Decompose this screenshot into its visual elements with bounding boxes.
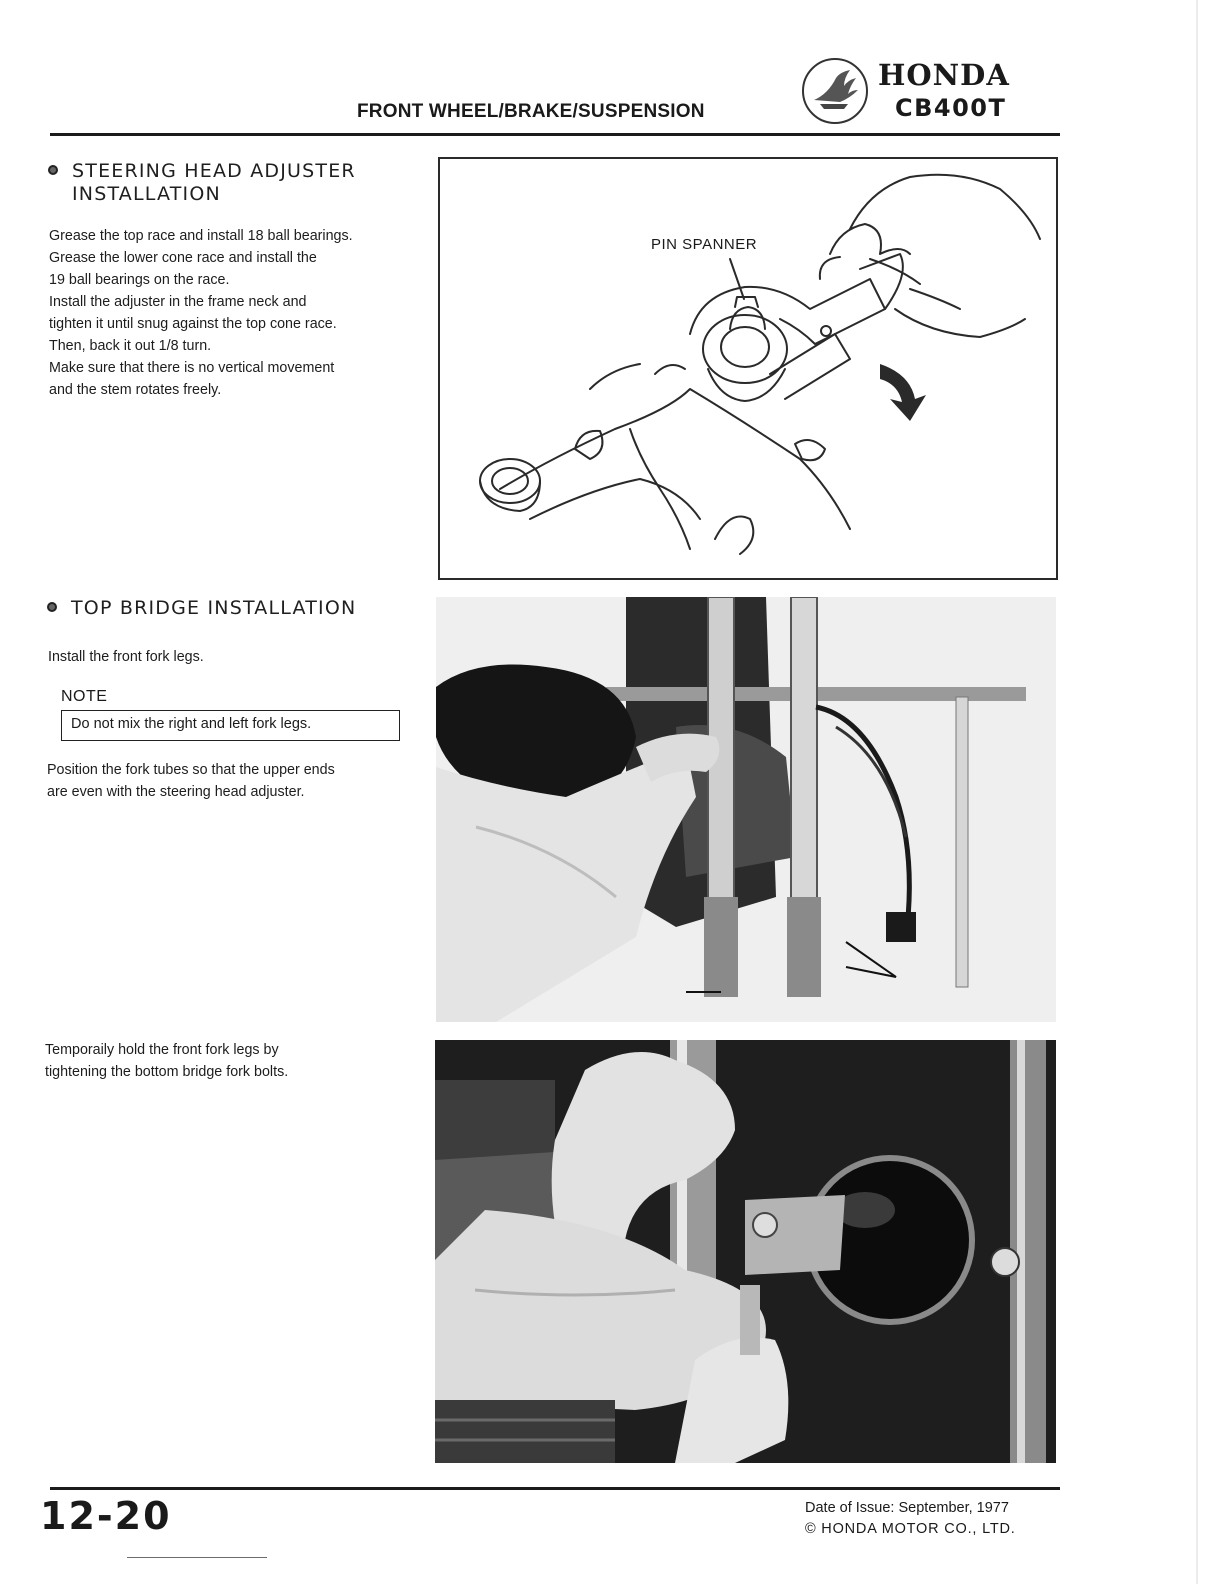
issue-date: Date of Issue: September, 1977 — [805, 1500, 1009, 1516]
scan-underline — [127, 1557, 267, 1558]
note-label: NOTE — [61, 688, 108, 705]
text-line: tighten it until snug against the top cone race. — [49, 316, 337, 332]
bullet-icon — [47, 602, 57, 612]
top-bridge-section-title: TOP BRIDGE INSTALLATION — [47, 597, 356, 620]
model-name: CB400T — [895, 94, 1007, 122]
steering-section-title: STEERING HEAD ADJUSTER INSTALLATION — [48, 160, 356, 206]
fork-installation-photo — [436, 597, 1056, 1022]
bottom-bridge-bolts-photo — [435, 1040, 1056, 1463]
pin-spanner-figure — [438, 157, 1058, 580]
note-text: Do not mix the right and left fork legs. — [71, 716, 312, 732]
text-line: Position the fork tubes so that the upper ends — [47, 762, 335, 778]
fork-photo-detail — [436, 597, 1056, 1022]
page-header — [0, 0, 1224, 140]
text-line: and the stem rotates freely. — [49, 382, 222, 398]
bolt-photo-detail — [435, 1040, 1056, 1463]
note-box — [61, 710, 400, 741]
steering-head-drawing — [440, 159, 1056, 578]
text-line: 19 ball bearings on the race. — [49, 272, 230, 288]
text-line: Temporaily hold the front fork legs by — [45, 1042, 279, 1058]
bullet-icon — [48, 165, 58, 175]
footer-divider — [50, 1487, 1060, 1490]
text-line: are even with the steering head adjuster. — [47, 784, 305, 800]
text-line: Install the adjuster in the frame neck and — [49, 294, 307, 310]
text-line: Then, back it out 1/8 turn. — [49, 338, 212, 354]
hold-fork-text — [45, 1039, 411, 1083]
text-line: Grease the lower cone race and install the — [49, 250, 317, 266]
section-title: FRONT WHEEL/BRAKE/SUSPENSION — [357, 101, 705, 122]
page-number: 12-20 — [40, 1494, 172, 1538]
scan-edge — [1196, 0, 1198, 1584]
text-line: Make sure that there is no vertical movement — [49, 360, 335, 376]
position-fork-text — [47, 759, 417, 803]
text-line: tightening the bottom bridge fork bolts. — [45, 1064, 289, 1080]
figure-label: PIN SPANNER — [651, 236, 758, 253]
steering-instructions — [49, 225, 417, 401]
brand-name: HONDA — [878, 58, 1010, 92]
copyright: © HONDA MOTOR CO., LTD. — [805, 1521, 1016, 1537]
header-divider — [50, 133, 1060, 136]
text-line: Grease the top race and install 18 ball bearings. — [49, 228, 353, 244]
honda-wing-logo-icon — [800, 56, 870, 126]
install-fork-text: Install the front fork legs. — [48, 649, 204, 665]
